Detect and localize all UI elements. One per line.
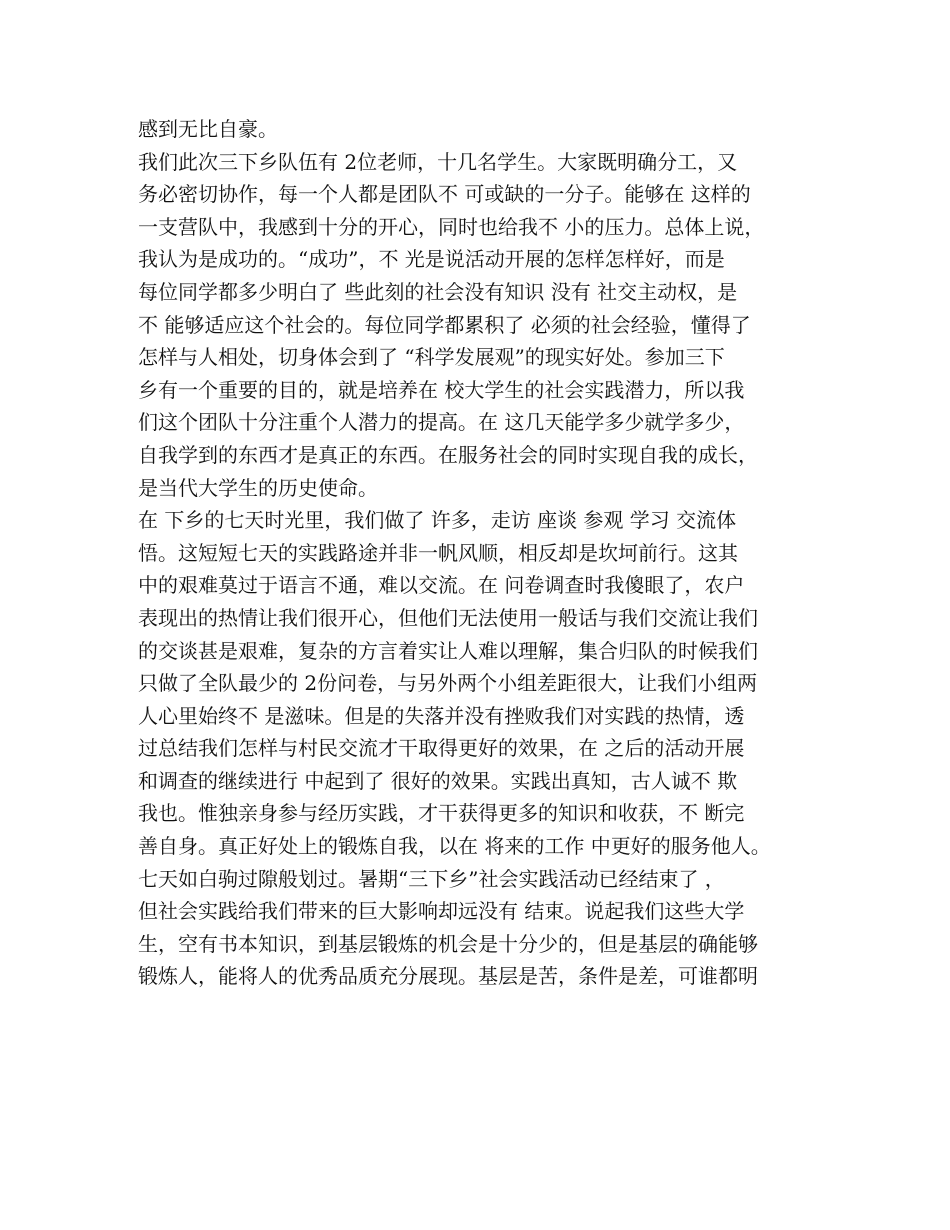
text-line: 七天如白驹过隙般划过。暑期“三下乡”社会实践活动已经结束了 ， — [138, 866, 725, 891]
text-line: 只做了全队最少的 2份问卷，与另外两个小组差距很大，让我们小组两 — [138, 671, 758, 696]
text-line: 感到无比自豪。 — [138, 117, 278, 141]
text-line: 和调查的继续进行 中起到了 很好的效果。实践出真知，古人诚不 欺 — [138, 768, 738, 793]
text-line: 不 能够适应这个社会的。每位同学都累积了 必须的社会经验，懂得了 — [138, 312, 751, 337]
text-line: 我也。惟独亲身参与经历实践，才干获得更多的知识和收获，不 断完 — [138, 801, 745, 826]
text-line: 表现出的热情让我们很开心，但他们无法使用一般话与我们交流让我们 — [138, 605, 758, 630]
text-line: 怎样与人相处，切身体会到了 “科学发展观”的现实好处。参加三下 — [138, 345, 725, 370]
text-line: 在 下乡的七天时光里，我们做了 许多，走访 座谈 参观 学习 交流体 — [138, 508, 737, 533]
text-line: 自我学到的东西才是真正的东西。在服务社会的同时实现自我的成长， — [138, 442, 758, 467]
text-line: 但社会实践给我们带来的巨大影响却远没有 结束。说起我们这些大学 — [138, 899, 745, 924]
text-line: 乡有一个重要的目的，就是培养在 校大学生的社会实践潜力，所以我 — [138, 377, 745, 402]
text-line: 悟。这短短七天的实践路途并非一帆风顺，相反却是坎坷前行。这其 — [138, 540, 738, 565]
text-line: 人心里始终不 是滋味。但是的失落并没有挫败我们对实践的热情，透 — [138, 703, 745, 728]
body-text — [138, 113, 838, 993]
text-line: 中的艰难莫过于语言不通，难以交流。在 问卷调查时我傻眼了，农户 — [138, 573, 745, 598]
text-line: 一支营队中，我感到十分的开心，同时也给我不 小的压力。总体上说， — [138, 214, 765, 239]
text-line: 们这个团队十分注重个人潜力的提高。在 这几天能学多少就学多少， — [138, 410, 745, 435]
text-line: 每位同学都多少明白了 些此刻的社会没有知识 没有 社交主动权，是 — [138, 279, 738, 304]
text-line: 过总结我们怎样与村民交流才干取得更好的效果，在 之后的活动开展 — [138, 736, 745, 761]
text-line: 生，空有书本知识，到基层锻炼的机会是十分少的，但是基层的确能够 — [138, 931, 758, 956]
text-line: 我认为是成功的。“成功”，不 光是说活动开展的怎样怎样好，而是 — [138, 247, 725, 272]
text-line: 是当代大学生的历史使命。 — [138, 475, 378, 500]
text-line: 的交谈甚是艰难，复杂的方言着实让人难以理解，集合归队的时候我们 — [138, 638, 758, 663]
text-line: 我们此次三下乡队伍有 2位老师，十几名学生。大家既明确分工，又 — [138, 149, 738, 174]
text-line: 善自身。真正好处上的锻炼自我，以在 将来的工作 中更好的服务他人。 — [138, 834, 771, 859]
text-line: 锻炼人，能将人的优秀品质充分展现。基层是苦，条件是差，可谁都明 — [138, 964, 758, 989]
text-line: 务必密切协作，每一个人都是团队不 可或缺的一分子。能够在 这样的 — [138, 182, 751, 207]
